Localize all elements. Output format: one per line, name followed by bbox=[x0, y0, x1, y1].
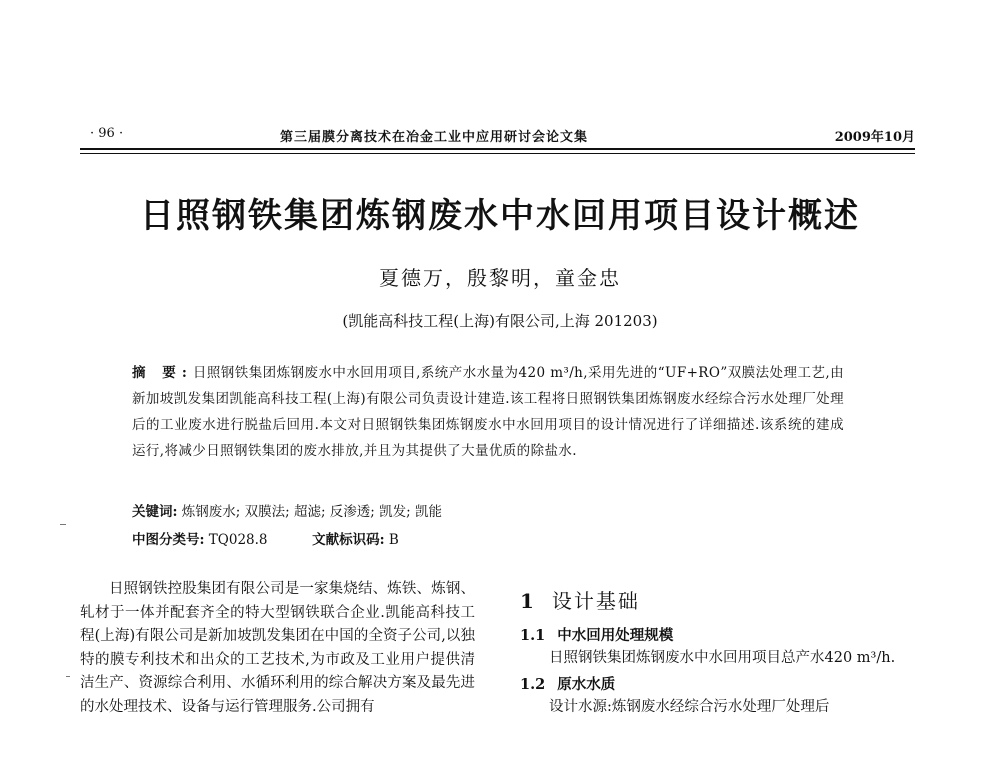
paragraph: 日照钢铁集团炼钢废水中水回用项目总产水420 m³/h. bbox=[549, 650, 896, 666]
keywords-label: 关键词: bbox=[132, 504, 178, 520]
author-affiliation: (凯能高科技工程(上海)有限公司,上海 201203) bbox=[342, 312, 658, 330]
abstract bbox=[132, 360, 844, 464]
keywords-line bbox=[132, 500, 442, 520]
clc-label: 中图分类号: bbox=[132, 532, 205, 548]
running-head bbox=[80, 124, 915, 148]
margin-mark bbox=[60, 524, 66, 525]
paragraph: 设计水源:炼钢废水经综合污水处理厂处理后 bbox=[549, 699, 830, 715]
keywords-text: 炼钢废水; 双膜法; 超滤; 反渗透; 凯发; 凯能 bbox=[181, 504, 442, 520]
clc-value: TQ028.8 bbox=[208, 532, 268, 548]
journal-title: 第三届膜分离技术在冶金工业中应用研讨会论文集 bbox=[280, 130, 589, 145]
section-heading bbox=[520, 590, 900, 614]
article-authors: 夏德万，殷黎明，童金忠 bbox=[379, 266, 621, 290]
margin-mark bbox=[66, 676, 70, 677]
publication-date: 2009年10月 bbox=[834, 130, 915, 145]
header-rule-thin bbox=[80, 153, 915, 154]
body-right-column bbox=[520, 590, 900, 720]
subsection-title: 中水回用处理规模 bbox=[557, 626, 674, 644]
subsection-number: 1.2 bbox=[520, 675, 546, 693]
abstract-label: 摘 要: bbox=[132, 365, 193, 381]
subsection-number: 1.1 bbox=[520, 626, 546, 644]
subsection-heading bbox=[520, 624, 900, 648]
article-title: 日照钢铁集团炼钢废水中水回用项目设计概述 bbox=[140, 196, 860, 236]
abstract-text: 日照钢铁集团炼钢废水中水回用项目,系统产水水量为420 m³/h,采用先进的“UF+RO”双膜法处理工艺,由新加坡凯发集团凯能高科技工程(上海)有限公司负责设计建造.该工程将日照钢铁集团炼钢废水经综合污水处理厂处理后的工业废水进行脱盐后回用.本文对日照钢铁集团炼钢废水中水回用项目的设计情况进行了详细描述.该系统的建成运行,将减少日照钢铁集团的废水排放,并且为其提供了大量优质的除盐水. bbox=[132, 365, 844, 459]
section-title: 设计基础 bbox=[551, 589, 640, 613]
doc-code-value: B bbox=[388, 532, 399, 548]
section-number: 1 bbox=[520, 589, 536, 613]
page-number: · 96 · bbox=[90, 126, 124, 141]
doc-code-label: 文献标识码: bbox=[312, 532, 385, 548]
body-left-column: 日照钢铁控股集团有限公司是一家集烧结、炼铁、炼钢、轧材于一体并配套齐全的特大型钢铁联合企业.凯能高科技工程(上海)有限公司是新加坡凯发集团在中国的全资子公司,以独特的膜专利技术和出众的工艺技术,为市政及工业用户提供清洁生产、资源综合利用、水循环利用的综合解决方案及最先进的水处理技术、设备与运行管理服务.公司拥有 bbox=[80, 581, 475, 715]
header-rule-thick bbox=[80, 148, 915, 150]
subsection-title: 原水水质 bbox=[557, 675, 616, 693]
classification-line bbox=[132, 528, 399, 548]
subsection-heading bbox=[520, 673, 900, 697]
